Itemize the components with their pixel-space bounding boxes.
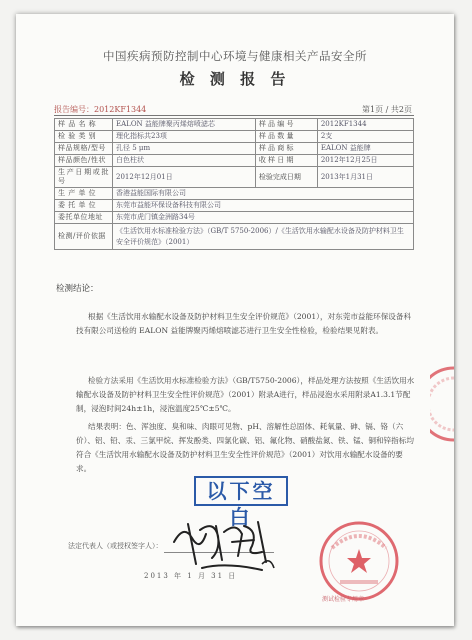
table-cell: 《生活饮用水标准检验方法》（GB/T 5750-2006）/《生活饮用水输配水设备及防护材料卫生安全评价规范》（2001） — [113, 224, 414, 250]
table-row — [55, 200, 414, 212]
table-row — [55, 131, 414, 143]
table-cell: 收 样 日 期 — [255, 155, 317, 167]
report-number: 报告编号：2012KF1344 — [54, 105, 147, 114]
conclusion-label: 检测结论： — [56, 284, 99, 294]
report-page — [16, 14, 454, 626]
institution-name: 中国疾病预防控制中心环境与健康相关产品安全所 — [103, 49, 367, 63]
table-cell: 2012年12月01日 — [113, 167, 256, 188]
document-title: 检 测 报 告 — [179, 70, 291, 88]
table-cell: 东莞市虎门镇金洲路34号 — [113, 212, 414, 224]
table-cell: 白色柱状 — [113, 155, 256, 167]
signing-date: 2013 年 1 月 31 日 — [144, 572, 238, 580]
table-cell: EALON 益能牌 — [317, 143, 413, 155]
table-cell: 生产日期或批号 — [55, 167, 113, 188]
table-cell: 检验完成日期 — [255, 167, 317, 188]
official-seal-icon — [316, 518, 402, 604]
table-cell: 样 品 数 量 — [255, 131, 317, 143]
table-row — [55, 167, 414, 188]
conclusion-paragraph-2: 检验方法采用《生活饮用水标准检验方法》（GB/T5750-2006），样品处理方法按照《生活饮用水输配水设备及防护材料卫生安全性评价规范》（2001）附录A进行，样品浸泡水采用附录A1.3.1节配制，浸泡时间24h±1h，浸泡温度25℃±5℃。 — [76, 376, 415, 413]
table-row — [55, 119, 414, 131]
sample-info-table — [54, 118, 414, 250]
table-cell: 委托单位地址 — [55, 212, 113, 224]
table-cell: 样品颜色/性状 — [55, 155, 113, 167]
table-row — [55, 212, 414, 224]
table-cell: 样 品 编 号 — [255, 119, 317, 131]
table-cell: 检测/评价依据 — [55, 224, 113, 250]
conclusion-paragraph-3: 结果表明：色、浑浊度、臭和味、肉眼可见物、pH、溶解性总固体、耗氧量、砷、镉、铬（六价）、铝、铅、汞、三氯甲烷、挥发酚类、四氯化碳、铝、氟化物、硝酸盐氮、铁、锰、铜和锌指标均符合《生活饮用水输配水设备及防护材料卫生安全性评价规范》（2001）对饮用水输配水设备的要求。 — [76, 422, 414, 473]
table-cell: 2支 — [317, 131, 413, 143]
table-cell: 理化指标共23项 — [113, 131, 256, 143]
table-cell: EALON 益能牌聚丙烯熔喷滤芯 — [113, 119, 256, 131]
table-cell: 委 托 单 位 — [55, 200, 113, 212]
table-row — [55, 155, 414, 167]
table-cell: 生 产 单 位 — [55, 188, 113, 200]
table-cell: 2012年12月25日 — [317, 155, 413, 167]
page-number: 第1页 / 共2页 — [362, 105, 412, 114]
table-cell: 2013年1月31日 — [317, 167, 413, 188]
table-cell: 东莞市益能环保设备科技有限公司 — [113, 200, 414, 212]
legal-representative-label: 法定代表人（或授权签字人）： — [68, 542, 163, 550]
seal-caption: 测试检验专用章 — [322, 596, 365, 603]
table-cell: 检 验 类 别 — [55, 131, 113, 143]
table-row — [55, 143, 414, 155]
table-row — [55, 188, 414, 200]
table-cell: 样品规格/型号 — [55, 143, 113, 155]
table-cell: 香港益能国际有限公司 — [113, 188, 414, 200]
table-cell: 2012KF1344 — [317, 119, 413, 131]
table-row — [55, 224, 414, 250]
table-cell: 样 品 名 称 — [55, 119, 113, 131]
table-cell: 样 品 商 标 — [255, 143, 317, 155]
page-edge-seal-icon — [430, 364, 454, 444]
table-cell: 孔径 5 μm — [113, 143, 256, 155]
header-rule — [54, 115, 414, 116]
blank-below-stamp: 以下空白 — [194, 476, 288, 506]
conclusion-paragraph-1: 根据《生活饮用水输配水设备及防护材料卫生安全评价规范》（2001），对东莞市益能环保设备科技有限公司送检的 EALON 益能牌聚丙烯熔喷滤芯进行卫生安全性检验，检验结果见附表。 — [76, 312, 412, 335]
